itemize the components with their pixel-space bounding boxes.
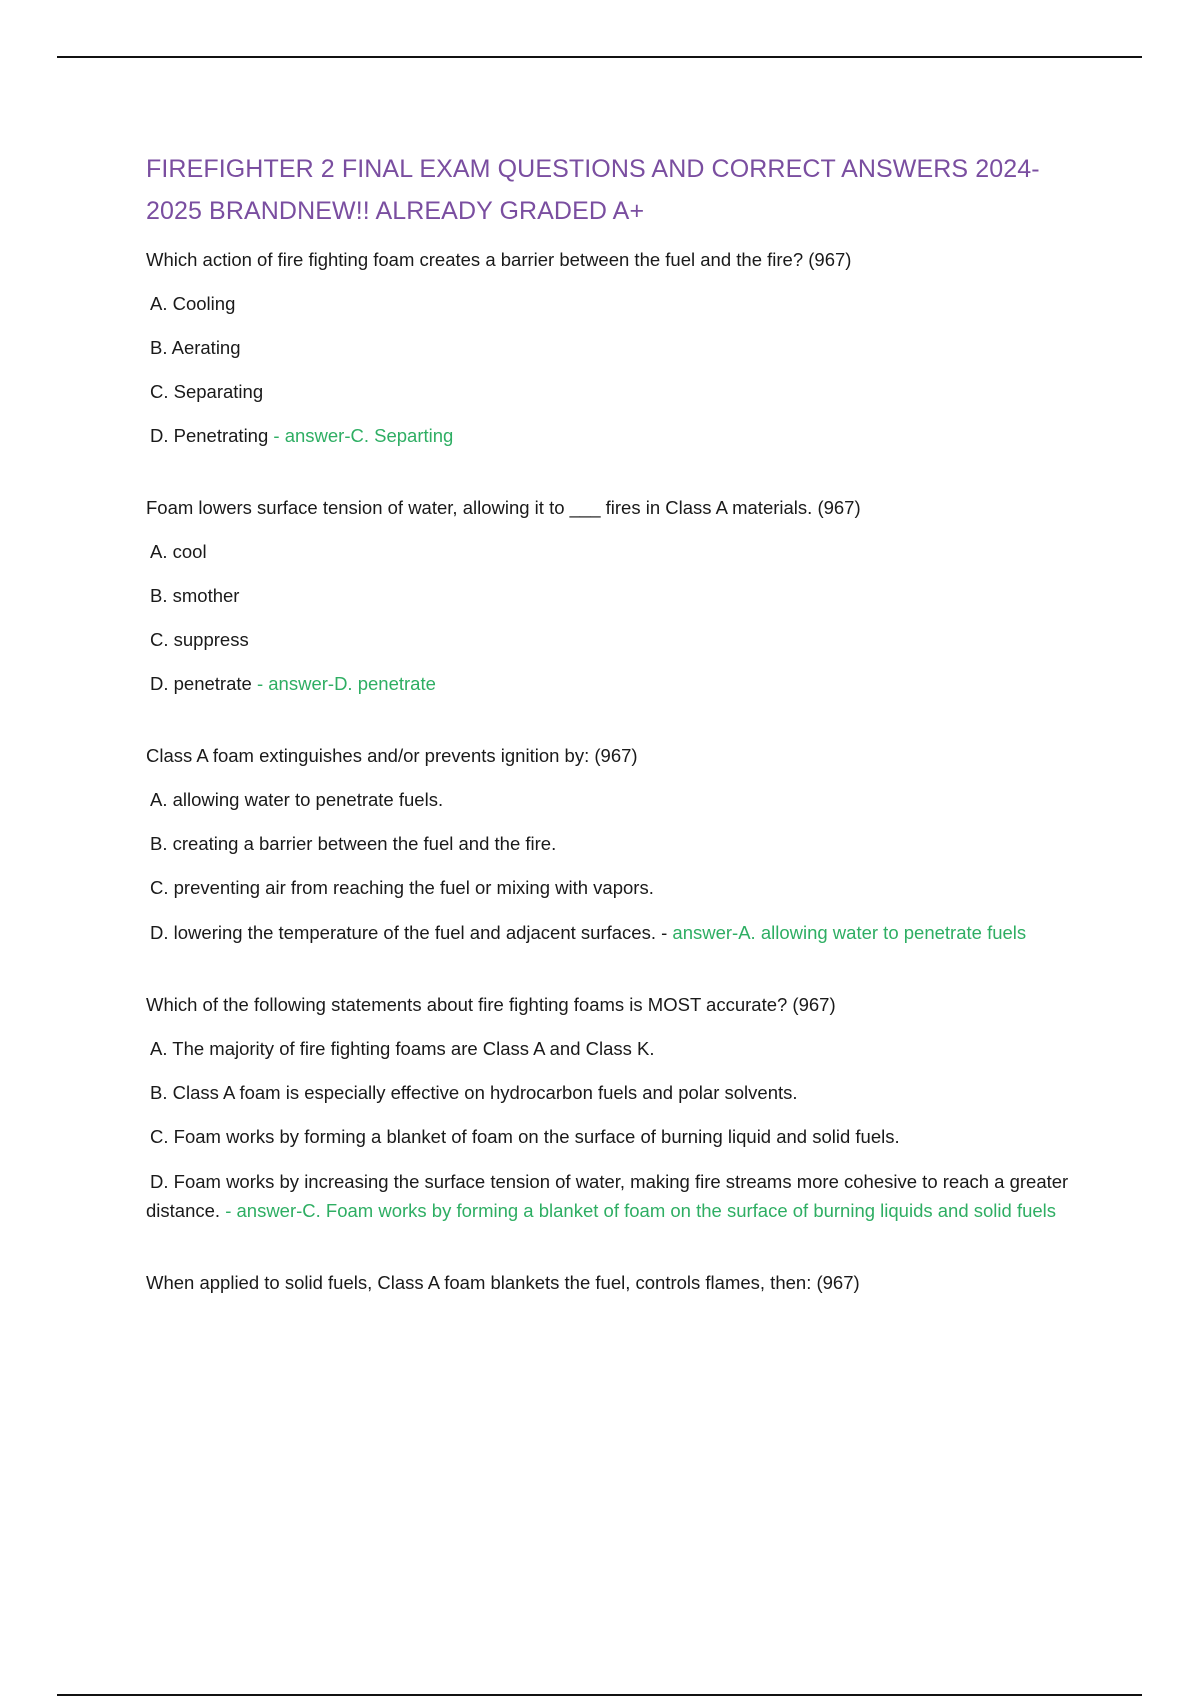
- option-d: [146, 670, 1086, 698]
- question-block: [146, 742, 1086, 947]
- option-c: C. Foam works by forming a blanket of foam on the surface of burning liquid and solid fuels.: [150, 1126, 900, 1147]
- answer-text: - answer-D. penetrate: [256, 673, 436, 694]
- question-block: [146, 1269, 1086, 1297]
- option-d-text: D. Foam works by increasing the surface tension of water, making fire streams more cohesive to reach a greater distance.: [146, 1171, 1069, 1221]
- option-c: C. Separating: [150, 381, 264, 402]
- option-a: A. allowing water to penetrate fuels.: [150, 789, 444, 810]
- option-d: [146, 918, 1086, 947]
- question-block: [146, 494, 1086, 698]
- option-c: C. suppress: [150, 629, 249, 650]
- question-block: [146, 246, 1086, 450]
- option-c: C. preventing air from reaching the fuel or mixing with vapors.: [150, 877, 654, 898]
- option-a: A. cool: [150, 541, 207, 562]
- question-text: Foam lowers surface tension of water, allowing it to ___ fires in Class A materials. (967): [146, 497, 861, 518]
- option-a: A. Cooling: [150, 293, 236, 314]
- option-d-text: D. Penetrating: [150, 425, 269, 446]
- question-text: Class A foam extinguishes and/or prevents ignition by: (967): [146, 745, 638, 766]
- question-block: [146, 991, 1086, 1225]
- question-text: When applied to solid fuels, Class A foam blankets the fuel, controls flames, then: (967): [146, 1272, 860, 1293]
- option-b: B. creating a barrier between the fuel and the fire.: [150, 833, 557, 854]
- option-b: B. Class A foam is especially effective on hydrocarbon fuels and polar solvents.: [150, 1082, 798, 1103]
- footer-rule: [57, 1694, 1142, 1696]
- answer-text: - answer-C. Foam works by forming a blanket of foam on the surface of burning liquids and solid fuels: [225, 1200, 1057, 1221]
- header-rule: [57, 56, 1142, 58]
- option-b: B. Aerating: [150, 337, 241, 358]
- option-d-text: D. penetrate: [150, 673, 252, 694]
- document-body: [146, 148, 1086, 1341]
- question-text: Which action of fire fighting foam creates a barrier between the fuel and the fire? (967): [146, 249, 852, 270]
- option-d: [146, 1167, 1086, 1225]
- document-title: FIREFIGHTER 2 FINAL EXAM QUESTIONS AND CORRECT ANSWERS 2024-2025 BRANDNEW!! ALREADY GRADED A+: [146, 155, 1040, 225]
- answer-text: answer-A. allowing water to penetrate fuels: [672, 922, 1027, 943]
- answer-text: - answer-C. Separting: [273, 425, 454, 446]
- option-b: B. smother: [150, 585, 240, 606]
- option-d: [146, 422, 1086, 450]
- question-text: Which of the following statements about fire fighting foams is MOST accurate? (967): [146, 994, 836, 1015]
- option-a: A. The majority of fire fighting foams are Class A and Class K.: [150, 1038, 655, 1059]
- option-d-text: D. lowering the temperature of the fuel and adjacent surfaces. -: [150, 922, 668, 943]
